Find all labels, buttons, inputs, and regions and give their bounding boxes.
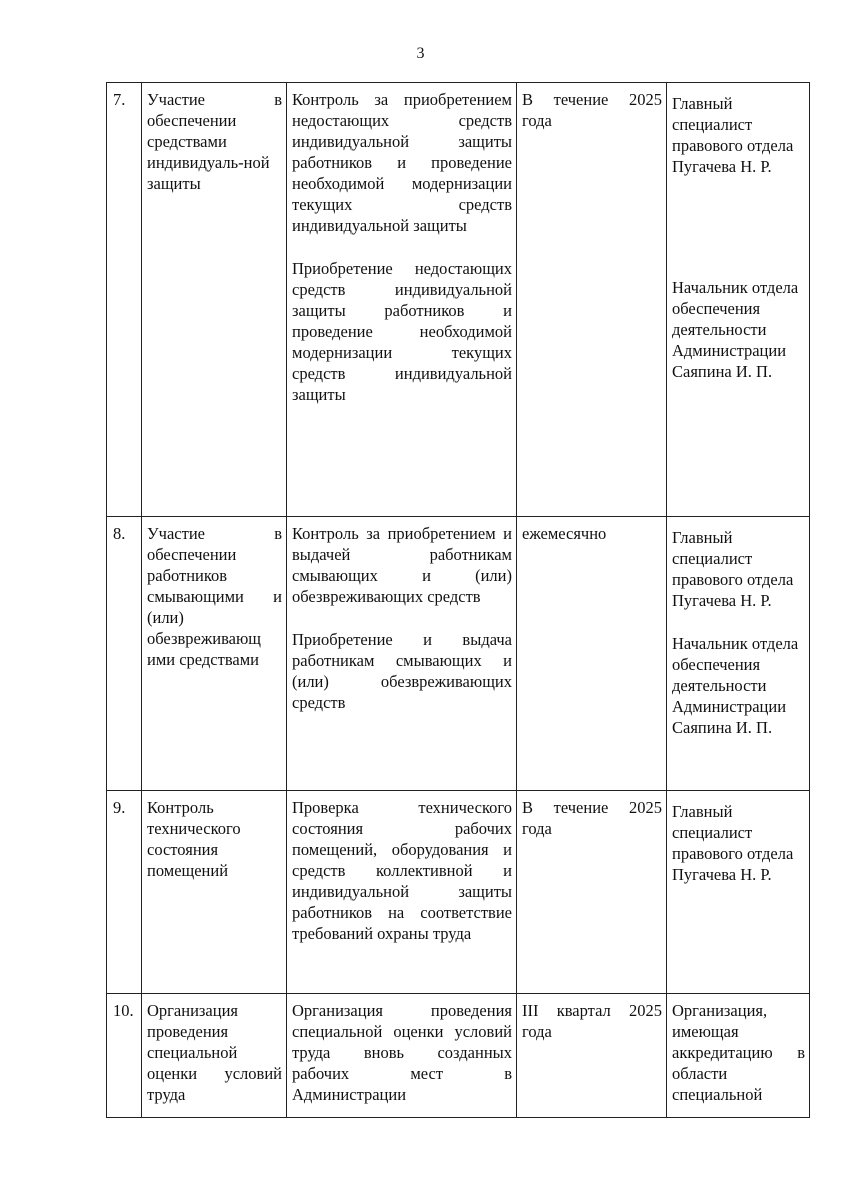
period-cell: ежемесячно <box>517 517 667 791</box>
measure-name: Участие в обеспечении средствами индивидуаль-ной защиты <box>142 83 287 517</box>
responsible-cell <box>667 791 810 994</box>
responsible-person: Главный специалист правового отдела Пугачева Н. Р. <box>672 94 794 176</box>
measure-name: Участие в обеспечении работников смывающими и (или) обезвреживающ ими средствами <box>142 517 287 791</box>
table-row <box>107 994 810 1118</box>
actions-cell <box>287 83 517 517</box>
action-text: Организация проведения специальной оценки условий труда вновь созданных рабочих мест в Администрации <box>287 994 517 1118</box>
plan-table <box>106 82 810 1118</box>
row-number: 8. <box>107 517 142 791</box>
period-cell: В течение 2025 года <box>517 791 667 994</box>
action-text: Проверка технического состояния рабочих помещений, оборудования и средств коллективной и индивидуальной защиты работников на соответствие требований охраны труда <box>287 791 517 994</box>
table-row <box>107 517 810 791</box>
action-text: Приобретение и выдача работникам смывающих и (или) обезвреживающих средств <box>292 630 512 712</box>
action-text: Приобретение недостающих средств индивидуальной защиты работников и проведение необходимой модернизации текущих средств индивидуальной защиты <box>292 259 512 404</box>
period-cell: III квартал 2025 года <box>517 994 667 1118</box>
action-text: Контроль за приобретением недостающих средств индивидуальной защиты работников и проведение необходимой модернизации текущих средств индивидуальной защиты <box>292 90 512 235</box>
responsible-person: Организация, имеющая аккредитацию в области специальной <box>672 1001 805 1104</box>
responsible-person: Начальник отдела обеспечения деятельности Администрации Саяпина И. П. <box>672 634 799 737</box>
measure-name: Организация проведения специальной оценки условий труда <box>142 994 287 1118</box>
measure-name: Контроль технического состояния помещений <box>142 791 287 994</box>
responsible-person: Главный специалист правового отдела Пугачева Н. Р. <box>672 802 794 884</box>
responsible-cell <box>667 994 810 1118</box>
row-number: 7. <box>107 83 142 517</box>
period-cell: В течение 2025 года <box>517 83 667 517</box>
table-row <box>107 791 810 994</box>
actions-cell <box>287 517 517 791</box>
responsible-person: Начальник отдела обеспечения деятельности Администрации Саяпина И. П. <box>672 278 799 381</box>
responsible-cell <box>667 83 810 517</box>
row-number: 10. <box>107 994 142 1118</box>
responsible-cell <box>667 517 810 791</box>
responsible-person: Главный специалист правового отдела Пугачева Н. Р. <box>672 528 794 610</box>
table-row <box>107 83 810 517</box>
page-number: 3 <box>416 45 425 62</box>
action-text: Контроль за приобретением и выдачей работникам смывающих и (или) обезвреживающих средств <box>292 524 512 606</box>
row-number: 9. <box>107 791 142 994</box>
